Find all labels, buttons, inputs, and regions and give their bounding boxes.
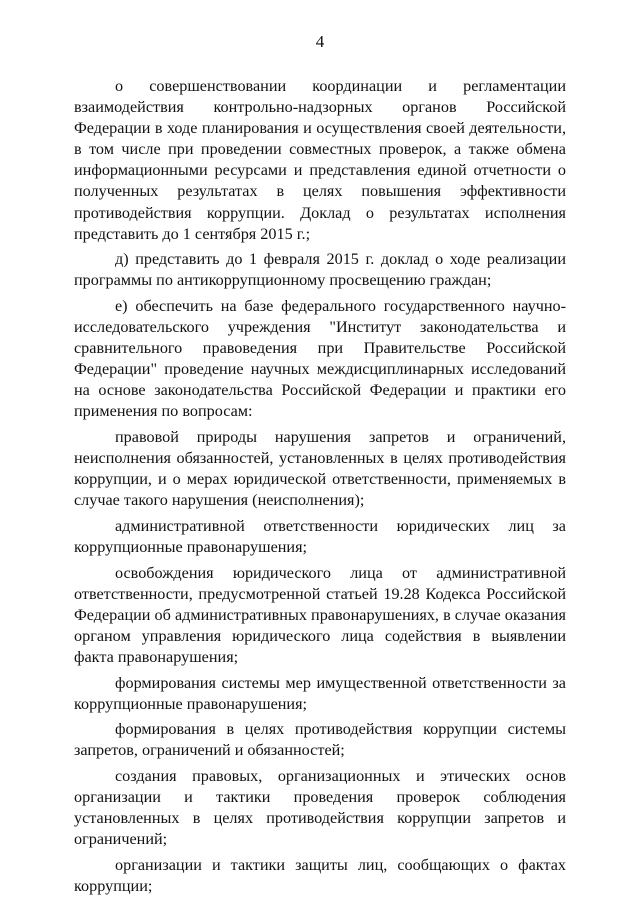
page-number: 4	[315, 32, 325, 51]
paragraph-administrative-liability: административной ответственности юридических лиц за коррупционные правонарушения;	[74, 516, 566, 556]
paragraph-exemption: освобождения юридического лица от административной ответственности, предусмотренной статьей 19.28 Кодекса Российской Федерации об административных правонарушениях, в случае оказания органом управления юридического лица содействия в выявлении факта правонарушения;	[74, 563, 566, 666]
paragraph-prohibitions-system: формирования в целях противодействия коррупции системы запретов, ограничений и обязанностей;	[74, 720, 566, 760]
paragraph-item-d: д) представить до 1 февраля 2015 г. доклад о ходе реализации программы по антикоррупционному просвещению граждан;	[74, 250, 566, 290]
paragraph-inspection-foundations: создания правовых, организационных и этических основ организации и тактики проведения проверок соблюдения установленных в целях противодействия коррупции запретов и ограничений;	[74, 766, 566, 849]
paragraph-coordination: о совершенствовании координации и регламентации взаимодействия контрольно-надзорных органов Российской Федерации в ходе планирования и осуществления своей деятельности, в том числе при проведении совместных проверок, а также обмена информационными ресурсами и представления единой отчетности о полученных результатах в целях повышения эффективности противодействия коррупции. Доклад о результатах исполнения представить до 1 сентября 2015 г.;	[74, 77, 566, 243]
paragraph-legal-nature: правовой природы нарушения запретов и ограничений, неисполнения обязанностей, установленных в целях противодействия коррупции, и о мерах юридической ответственности, применяемых в случае такого нарушения (неисполнения);	[74, 428, 566, 510]
paragraph-whistleblower-protection: организации и тактики защиты лиц, сообщающих о фактах коррупции;	[74, 855, 566, 895]
paragraph-item-e: е) обеспечить на базе федерального государственного научно-исследовательского учреждения "Институт законодательства и сравнительного правоведения при Правительстве Российской Федерации" проведение научных междисциплинарных исследований на основе законодательства Российской Федерации и практики его применения по вопросам:	[74, 296, 566, 421]
paragraph-property-liability: формирования системы мер имущественной ответственности за коррупционные правонарушения;	[74, 673, 566, 713]
document-body	[74, 76, 566, 901]
